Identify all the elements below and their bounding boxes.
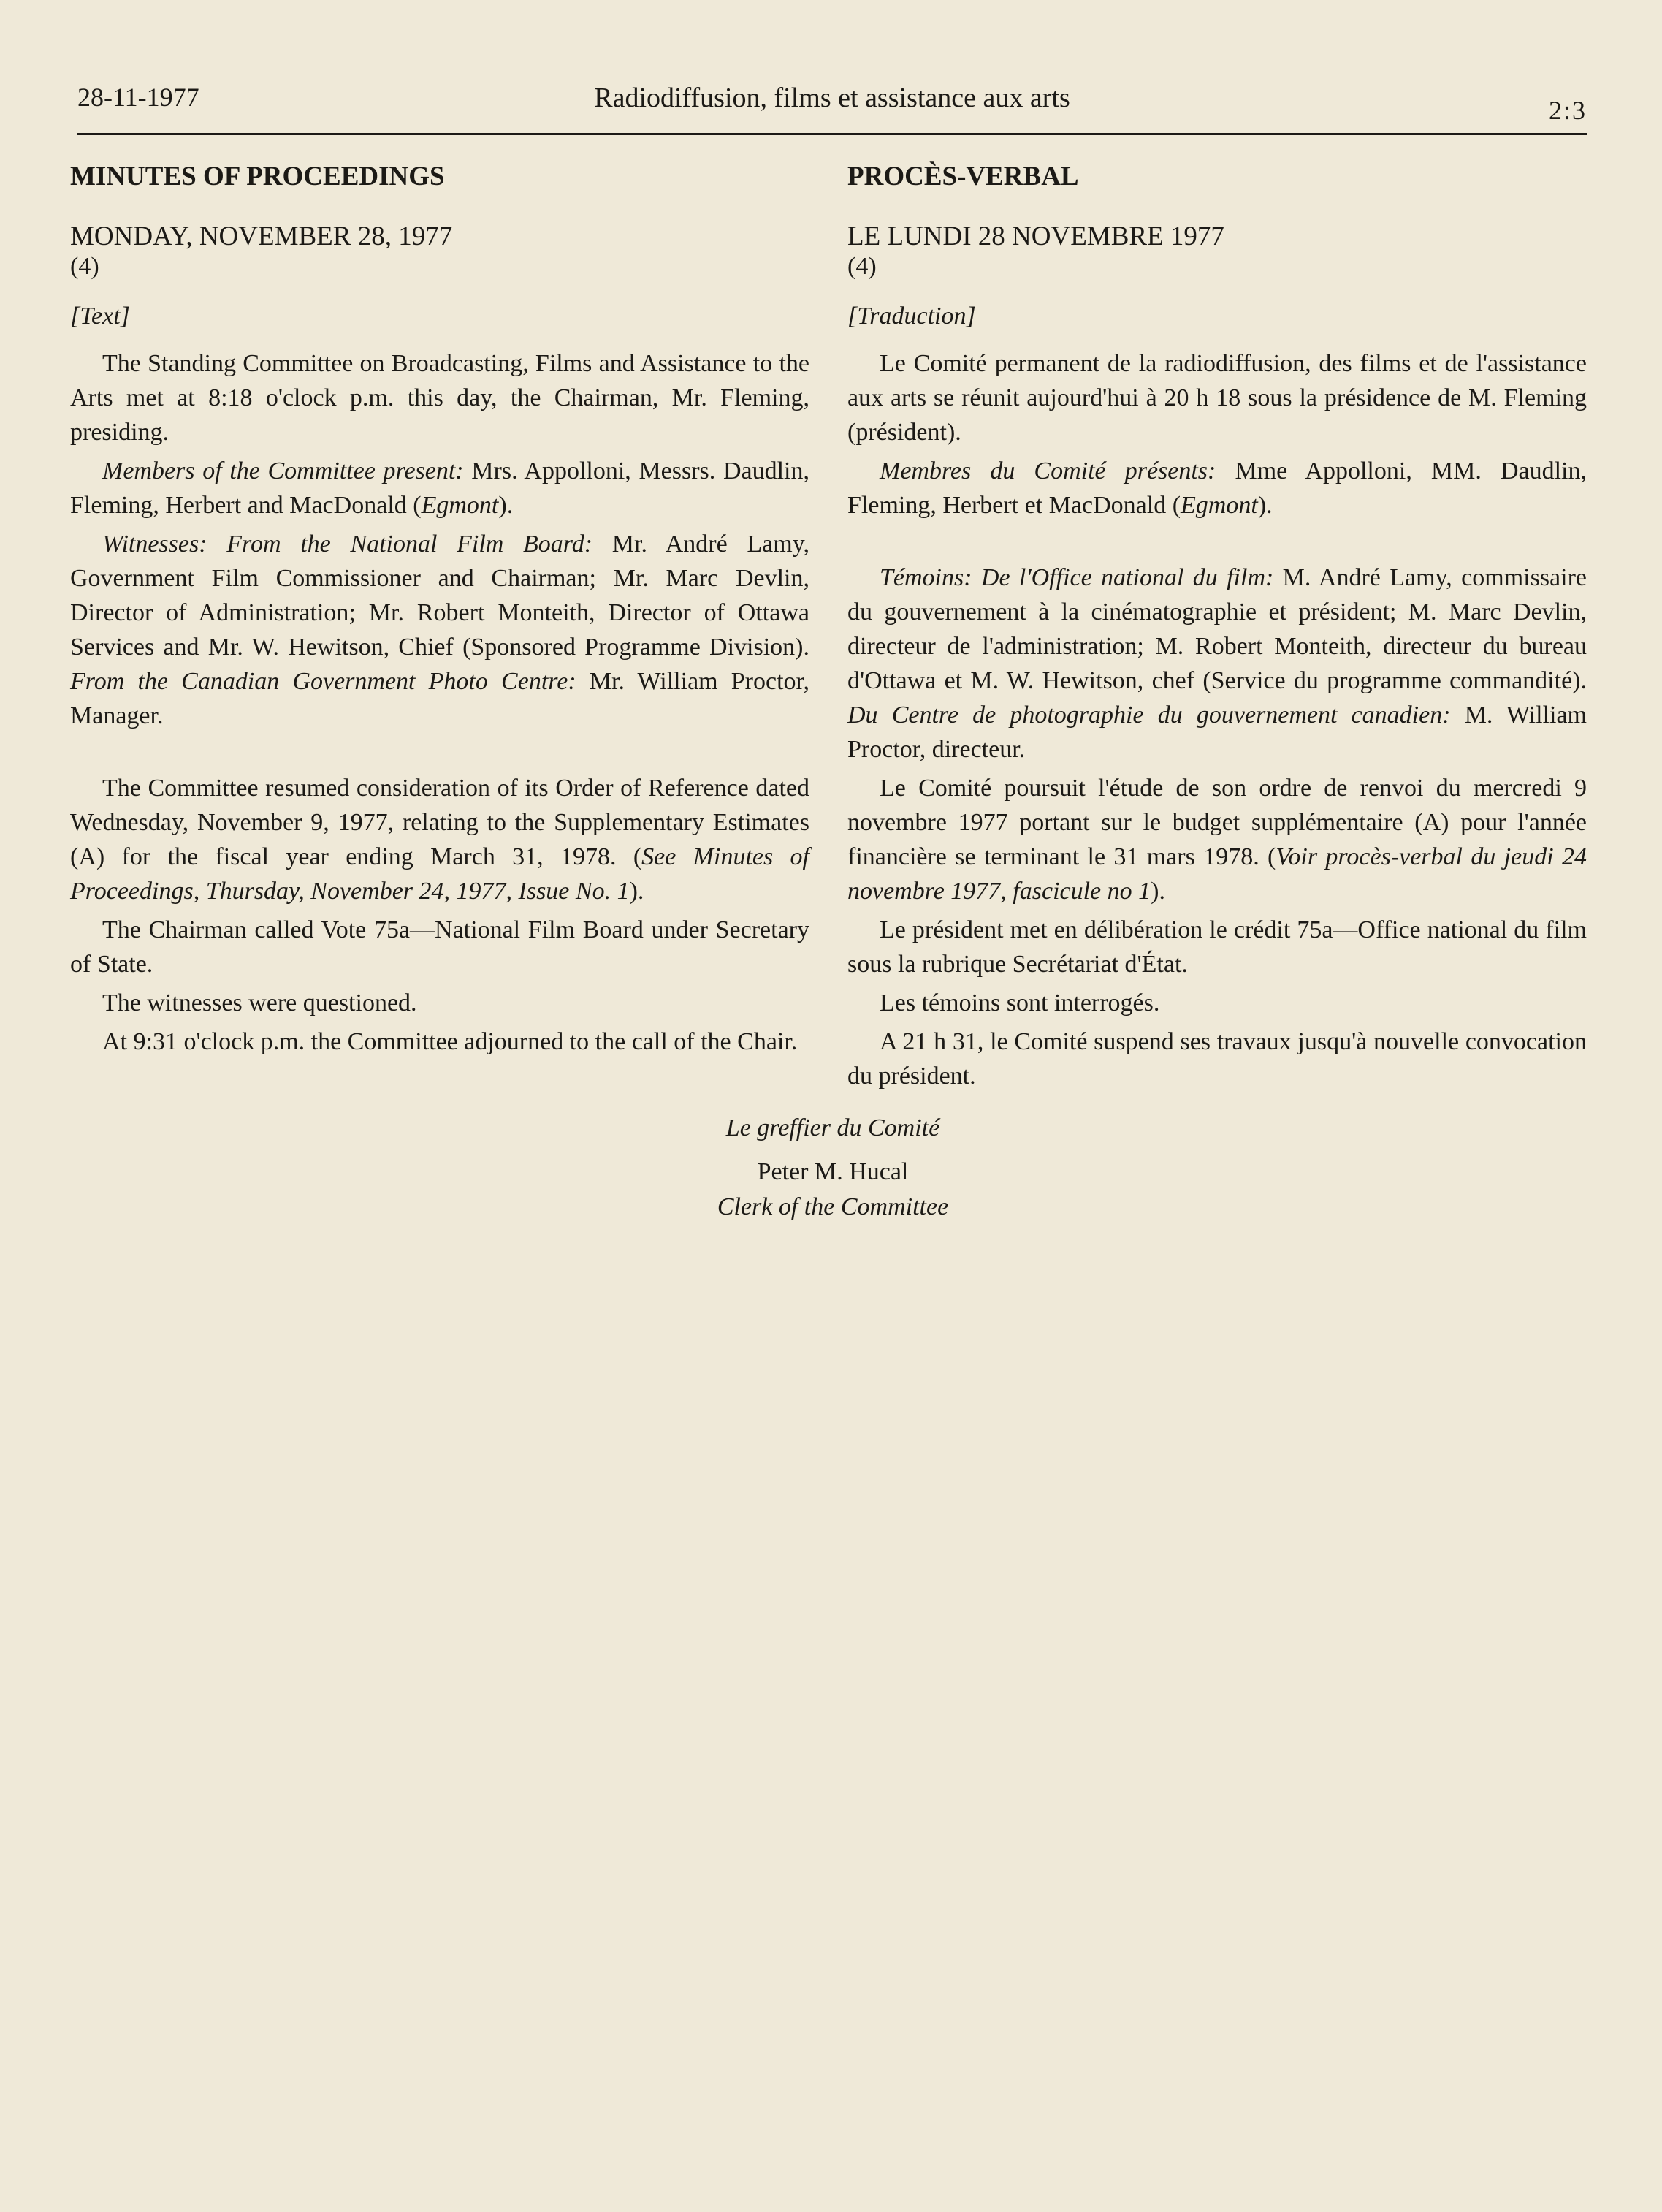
members-label: Members of the Committee present: — [102, 457, 464, 484]
header-date: 28-11-1977 — [77, 83, 199, 112]
french-heading: PROCÈS-VERBAL — [847, 161, 1079, 191]
french-paragraph-witnesses: Témoins: De l'Office national du film: M. André Lamy, commissaire du gouvernement à la cinématographie et président; M. Marc Devlin, directeur de l'administration; M. Robert Monteith, directeur du bureau d'Ottawa et M. W. Hewitson, chef (Service du programme commandité). Du Centre de photographie du gouvernement canadien: M. William Proctor, directeur. — [847, 564, 1587, 763]
french-paragraph-questioned: Les témoins sont interrogés. — [880, 989, 1160, 1016]
english-paragraph-adjourned: At 9:31 o'clock p.m. the Committee adjourned to the call of the Chair. — [102, 1028, 798, 1055]
clerk-title-english: Clerk of the Committee — [717, 1193, 949, 1220]
english-paragraph-reference: The Committee resumed consideration of its Order of Reference dated Wednesday, November 9, 1977, relating to the Supplementary Estimates (A) for the fiscal year ending March 31, 1978. (See Minutes of Proceedings, Thursday, November 24, 1977, Issue No. 1). — [70, 775, 809, 905]
french-paragraph-reference: Le Comité poursuit l'étude de son ordre de renvoi du mercredi 9 novembre 1977 portant sur le budget supplémentaire (A) pour l'année financière se terminant le 31 mars 1978. (Voir procès-verbal du jeudi 24 novembre 1977, fascicule no 1). — [847, 775, 1587, 905]
english-text-tag: [Text] — [70, 303, 130, 330]
english-meeting-number: (4) — [70, 253, 99, 280]
header-title: Radiodiffusion, films et assistance aux arts — [594, 83, 1070, 113]
clerk-name: Peter M. Hucal — [757, 1158, 909, 1185]
french-meeting-number: (4) — [847, 253, 877, 280]
signature-block — [657, 1111, 1008, 1234]
english-column — [70, 153, 809, 1063]
clerk-title-french: Le greffier du Comité — [725, 1114, 940, 1141]
english-paragraph-questioned: The witnesses were questioned. — [102, 989, 417, 1016]
french-column — [847, 153, 1587, 1098]
english-date: MONDAY, NOVEMBER 28, 1977 — [70, 221, 453, 251]
page-number: 2:3 — [1548, 96, 1587, 125]
english-paragraph-members: Members of the Committee present: Mrs. Appolloni, Messrs. Daudlin, Fleming, Herbert and MacDonald (Egmont). — [70, 457, 809, 519]
french-paragraph-vote: Le président met en délibération le crédit 75a—Office national du film sous la rubrique Secrétariat d'État. — [847, 916, 1587, 978]
english-paragraph-opening: The Standing Committee on Broadcasting, Films and Assistance to the Arts met at 8:18 o'clock p.m. this day, the Chairman, Mr. Fleming, presiding. — [70, 350, 809, 446]
english-paragraph-vote: The Chairman called Vote 75a—National Film Board under Secretary of State. — [70, 916, 809, 978]
french-paragraph-opening: Le Comité permanent de la radiodiffusion, des films et de l'assistance aux arts se réunit aujourd'hui à 20 h 18 sous la présidence de M. Fleming (président). — [847, 350, 1587, 446]
french-paragraph-members: Membres du Comité présents: Mme Appolloni, MM. Daudlin, Fleming, Herbert et MacDonald (Egmont). — [847, 457, 1587, 519]
english-paragraph-witnesses: Witnesses: From the National Film Board: Mr. André Lamy, Government Film Commissioner and Chairman; Mr. Marc Devlin, Director of Administration; Mr. Robert Monteith, Director of Ottawa Services and Mr. W. Hewitson, Chief (Sponsored Programme Division). From the Canadian Government Photo Centre: Mr. William Proctor, Manager. — [70, 531, 809, 729]
english-heading: MINUTES OF PROCEEDINGS — [70, 161, 445, 191]
page-header — [77, 82, 1587, 135]
french-paragraph-adjourned: A 21 h 31, le Comité suspend ses travaux jusqu'à nouvelle convocation du président. — [847, 1028, 1587, 1090]
witnesses-label: Witnesses: From the National Film Board: — [102, 531, 593, 558]
french-text-tag: [Traduction] — [847, 303, 976, 330]
french-date: LE LUNDI 28 NOVEMBRE 1977 — [847, 221, 1224, 251]
